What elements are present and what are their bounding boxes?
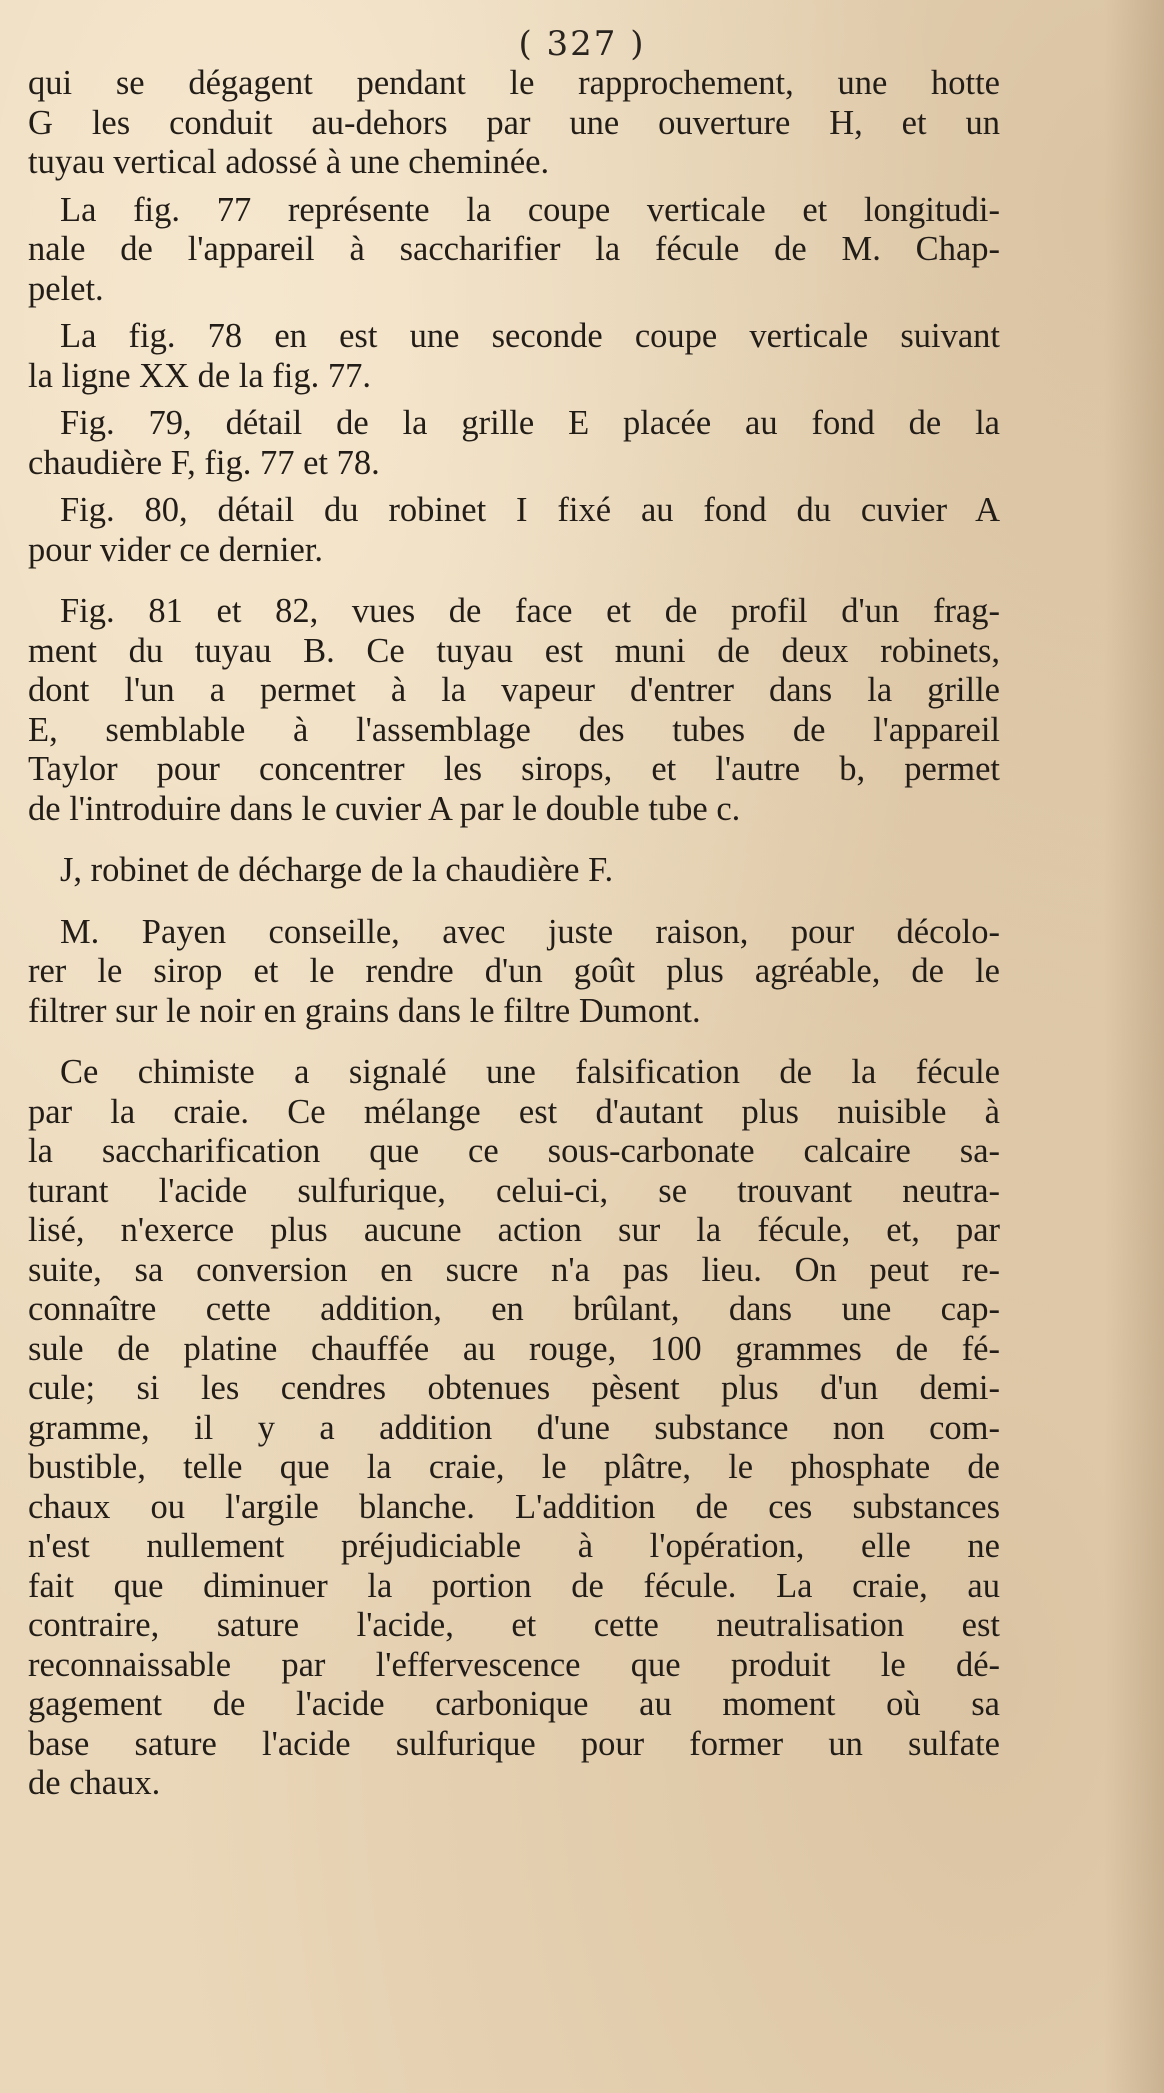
text-line: sule de platine chauffée au rouge, 100 grammes de fé- <box>28 1329 1000 1368</box>
text-line: nale de l'appareil à saccharifier la fécule de M. Chap- <box>28 230 1000 268</box>
paragraph-fig-77 <box>28 191 1000 310</box>
text-line: J, robinet de décharge de la chaudière F. <box>60 851 614 889</box>
text-line: pelet. <box>28 269 104 308</box>
text-line: rer le sirop et le rendre d'un goût plus agréable, de le <box>28 952 1000 990</box>
paragraph-falsification <box>28 1053 1000 1804</box>
text-line: la ligne XX de la fig. 77. <box>28 356 371 395</box>
paragraph-payen <box>28 913 1000 1032</box>
paragraph-fig-80 <box>28 491 1000 570</box>
text-line: Taylor pour concentrer les sirops, et l'autre b, permet <box>28 750 1000 788</box>
text-line: n'est nullement préjudiciable à l'opération, elle ne <box>28 1527 1000 1565</box>
text-line: turant l'acide sulfurique, celui-ci, se trouvant neutra- <box>28 1171 1000 1210</box>
page-fold-shadow <box>1104 0 1164 2093</box>
text-line: reconnaissable par l'effervescence que produit le dé- <box>28 1645 1000 1684</box>
paragraph-fig-78 <box>28 317 1000 396</box>
text-line: la saccharification que ce sous-carbonate calcaire sa- <box>28 1132 1000 1170</box>
text-line: chaux ou l'argile blanche. L'addition de ces substances <box>28 1487 1000 1526</box>
text-line: M. Payen conseille, avec juste raison, pour décolo- <box>60 912 1000 951</box>
paragraph-fig-81-82 <box>28 592 1000 829</box>
text-line: par la craie. Ce mélange est d'autant plus nuisible à <box>28 1092 1000 1131</box>
text-line: Fig. 79, détail de la grille E placée au fond de la <box>60 404 1000 442</box>
text-line: contraire, sature l'acide, et cette neutralisation est <box>28 1606 1000 1644</box>
text-line: gagement de l'acide carbonique au moment où sa <box>28 1685 1000 1723</box>
text-line: cule; si les cendres obtenues pèsent plus d'un demi- <box>28 1369 1000 1407</box>
page-number: ( 327 ) <box>518 24 646 64</box>
body-text <box>28 64 1000 1804</box>
text-line: Fig. 80, détail du robinet I fixé au fond du cuvier A <box>60 491 1000 529</box>
text-line: Ce chimiste a signalé une falsification de la fécule <box>60 1053 1000 1091</box>
text-line: gramme, il y a addition d'une substance non com- <box>28 1408 1000 1447</box>
text-line: connaître cette addition, en brûlant, dans une cap- <box>28 1290 1000 1328</box>
text-line: de chaux. <box>28 1764 161 1802</box>
paragraph-robinet-j <box>28 851 1000 891</box>
text-line: bustible, telle que la craie, le plâtre, le phosphate de <box>28 1448 1000 1486</box>
text-line: La fig. 78 en est une seconde coupe verticale suivant <box>60 317 1000 355</box>
text-line: tuyau vertical adossé à une cheminée. <box>28 143 550 181</box>
text-line: base sature l'acide sulfurique pour former un sulfate <box>28 1724 1000 1763</box>
text-line: Fig. 81 et 82, vues de face et de profil d'un frag- <box>60 592 1000 630</box>
paragraph-hood-exhaust <box>28 64 1000 183</box>
text-line: chaudière F, fig. 77 et 78. <box>28 443 380 482</box>
text-line: dont l'un a permet à la vapeur d'entrer dans la grille <box>28 671 1000 709</box>
text-line: fait que diminuer la portion de fécule. La craie, au <box>28 1566 1000 1605</box>
text-line: La fig. 77 représente la coupe verticale et longitudi- <box>60 190 1000 229</box>
text-line: filtrer sur le noir en grains dans le filtre Dumont. <box>28 991 701 1030</box>
text-line: lisé, n'exerce plus aucune action sur la fécule, et, par <box>28 1211 1000 1249</box>
text-line: E, semblable à l'assemblage des tubes de l'appareil <box>28 710 1000 749</box>
text-line: pour vider ce dernier. <box>28 530 324 569</box>
text-line: de l'introduire dans le cuvier A par le double tube c. <box>28 789 741 828</box>
text-line: ment du tuyau B. Ce tuyau est muni de deux robinets, <box>28 631 1000 670</box>
paragraph-fig-79 <box>28 404 1000 483</box>
text-line: suite, sa conversion en sucre n'a pas lieu. On peut re- <box>28 1250 1000 1289</box>
text-line: qui se dégagent pendant le rapprochement, une hotte <box>28 64 1000 102</box>
text-line: G les conduit au-dehors par une ouverture H, et un <box>28 103 1000 142</box>
